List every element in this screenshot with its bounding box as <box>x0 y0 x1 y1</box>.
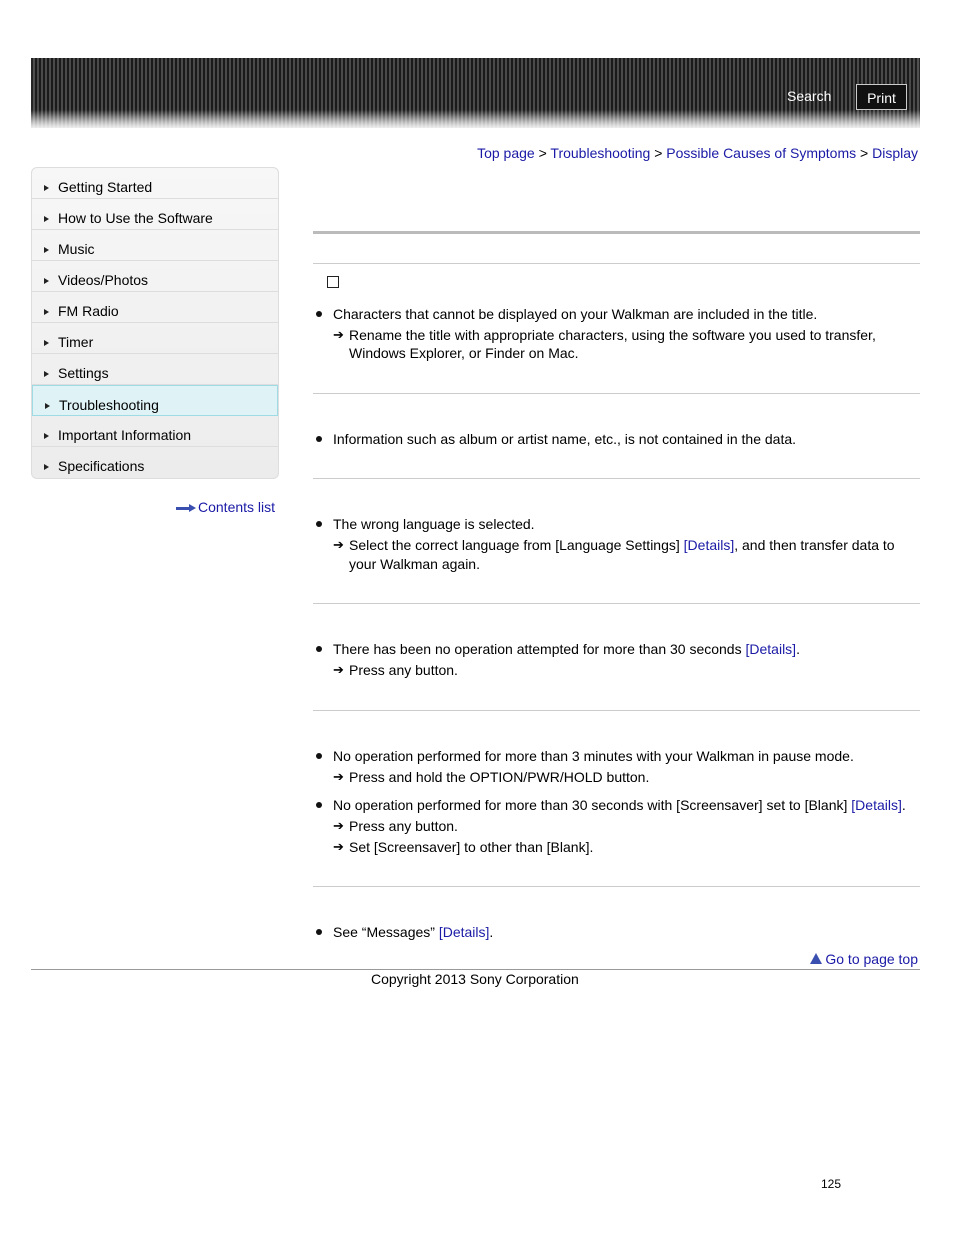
sidebar-item-label: Timer <box>58 334 94 350</box>
triangle-right-icon <box>44 309 49 315</box>
remedy-text: Windows Explorer, or Finder on Mac. <box>349 345 579 361</box>
breadcrumb-separator: > <box>860 145 869 161</box>
details-link[interactable]: [Details] <box>683 537 735 553</box>
sidebar-item-label: Troubleshooting <box>59 397 159 413</box>
breadcrumb-display[interactable]: Display <box>872 145 918 161</box>
cause-text-part: See “Messages” <box>333 924 435 940</box>
remedy-text: your Walkman again. <box>349 556 480 572</box>
bullet-icon <box>316 436 322 442</box>
sidebar-item-label: How to Use the Software <box>58 210 213 226</box>
remedy-text: Press any button. <box>349 662 458 678</box>
arrow-right-icon: ➔ <box>333 327 344 342</box>
header-fade <box>31 110 920 128</box>
triangle-right-icon <box>44 185 49 191</box>
sidebar-item-important-information[interactable] <box>32 416 278 447</box>
sidebar-item-how-to-use-software[interactable] <box>32 199 278 230</box>
footer-divider <box>31 969 920 970</box>
bullet-icon <box>316 802 322 808</box>
sidebar-item-videos-photos[interactable] <box>32 261 278 292</box>
triangle-right-icon <box>44 216 49 222</box>
sidebar-item-label: FM Radio <box>58 303 119 319</box>
triangle-right-icon <box>44 371 49 377</box>
triangle-right-icon <box>44 464 49 470</box>
triangle-right-icon <box>45 403 50 409</box>
section-divider <box>313 478 920 479</box>
title-divider <box>313 231 920 234</box>
contents-list-link[interactable] <box>176 499 275 515</box>
triangle-right-icon <box>44 278 49 284</box>
sidebar-item-label: Getting Started <box>58 179 153 195</box>
cause-text-part: There has been no operation attempted for more than 30 seconds <box>333 641 742 657</box>
cause-text-part: . <box>796 641 800 657</box>
details-link[interactable]: [Details] <box>438 924 490 940</box>
breadcrumb <box>477 145 918 161</box>
section-divider <box>313 886 920 887</box>
details-link[interactable]: [Details] <box>851 797 902 813</box>
cause-text-part: . <box>901 797 906 813</box>
section-divider <box>313 603 920 604</box>
bullet-icon <box>316 753 322 759</box>
copyright-text: Copyright 2013 Sony Corporation <box>371 971 579 987</box>
page-number: 125 <box>821 1177 842 1191</box>
go-to-top-label: Go to page top <box>825 951 918 967</box>
cause-text: No operation performed for more than 3 minutes with your Walkman in pause mode. <box>333 748 854 764</box>
sidebar-item-specifications[interactable] <box>32 447 278 478</box>
cause-text <box>333 796 906 814</box>
sidebar-item-label: Settings <box>58 365 109 381</box>
sidebar-item-music[interactable] <box>32 230 278 261</box>
sidebar-item-label: Specifications <box>58 458 145 474</box>
sidebar-item-fm-radio[interactable] <box>32 292 278 323</box>
remedy-text: Rename the title with appropriate characters, using the software you used to transfer, <box>349 327 876 343</box>
sidebar-nav <box>31 167 279 479</box>
arrow-right-icon: ➔ <box>333 537 344 552</box>
triangle-right-icon <box>44 340 49 346</box>
bullet-icon <box>316 646 322 652</box>
remedy-text <box>349 536 895 554</box>
cause-text-part: . <box>489 924 494 940</box>
cause-text: Characters that cannot be displayed on your Walkman are included in the title. <box>333 306 818 322</box>
cause-text: Information such as album or artist name, etc., is not contained in the data. <box>333 431 797 447</box>
remedy-text: Press any button. <box>349 818 458 834</box>
triangle-right-icon <box>44 433 49 439</box>
sidebar-item-troubleshooting[interactable] <box>32 385 278 416</box>
cause-text: The wrong language is selected. <box>333 516 535 532</box>
cause-text-part: No operation performed for more than 30 seconds with [Screensaver] set to [Blank] <box>333 797 848 813</box>
remedy-text: Press and hold the OPTION/PWR/HOLD button. <box>349 769 650 785</box>
bullet-icon <box>316 929 322 935</box>
breadcrumb-separator: > <box>538 145 547 161</box>
triangle-up-icon <box>810 953 822 964</box>
triangle-right-icon <box>44 247 49 253</box>
contents-list-label: Contents list <box>198 499 276 515</box>
breadcrumb-separator: > <box>654 145 663 161</box>
sidebar-item-label: Music <box>58 241 95 257</box>
sidebar-item-label: Videos/Photos <box>58 272 149 288</box>
breadcrumb-troubleshooting[interactable]: Troubleshooting <box>550 145 651 161</box>
bullet-icon <box>316 521 322 527</box>
arrow-right-icon: ➔ <box>333 839 344 854</box>
details-link[interactable]: [Details] <box>745 641 797 657</box>
sidebar-item-timer[interactable] <box>32 323 278 354</box>
remedy-text: Set [Screensaver] to other than [Blank]. <box>349 839 594 855</box>
remedy-text-part: , and then transfer data to <box>734 537 895 553</box>
arrow-right-icon <box>176 504 196 512</box>
print-button[interactable]: Print <box>856 84 907 110</box>
arrow-right-icon: ➔ <box>333 662 344 677</box>
remedy-text-part: Select the correct language from [Language Settings] <box>349 537 680 553</box>
section-divider <box>313 710 920 711</box>
cause-text <box>333 640 800 658</box>
checkbox-icon <box>327 276 339 288</box>
arrow-right-icon: ➔ <box>333 818 344 833</box>
breadcrumb-top-page[interactable]: Top page <box>477 145 535 161</box>
sidebar-item-settings[interactable] <box>32 354 278 385</box>
header-bar <box>31 58 920 128</box>
arrow-right-icon: ➔ <box>333 769 344 784</box>
breadcrumb-possible-causes[interactable]: Possible Causes of Symptoms <box>666 145 857 161</box>
go-to-page-top-link[interactable] <box>810 951 918 967</box>
sidebar-item-getting-started[interactable] <box>32 168 278 199</box>
cause-text <box>333 923 493 941</box>
bullet-icon <box>316 311 322 317</box>
search-link[interactable]: Search <box>787 88 832 104</box>
section-divider <box>313 393 920 394</box>
section-divider <box>313 263 920 264</box>
sidebar-item-label: Important Information <box>58 427 192 443</box>
